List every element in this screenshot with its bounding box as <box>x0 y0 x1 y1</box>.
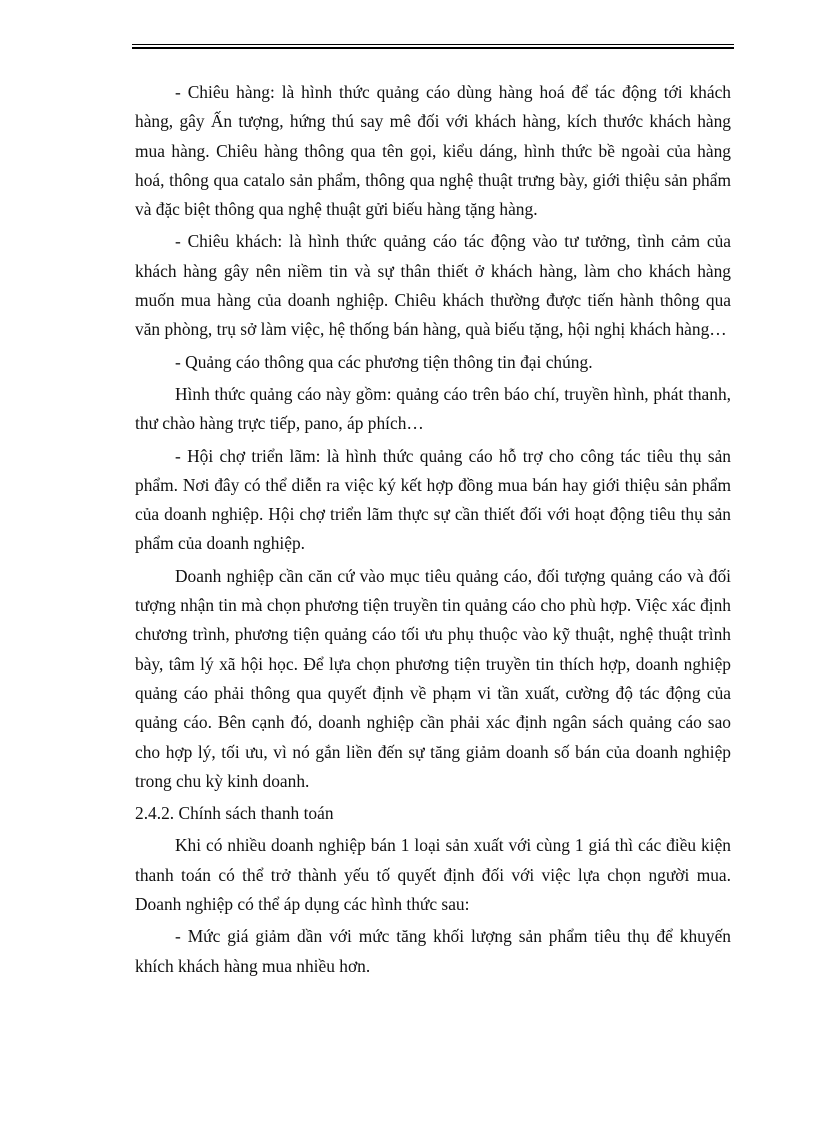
paragraph-mass-media: - Quảng cáo thông qua các phương tiện thông tin đại chúng. <box>175 351 593 372</box>
paragraph-chieu-khach: - Chiêu khách: là hình thức quảng cáo tác động vào tư tưởng, tình cảm của khách hàng gây nên niềm tin và sự thân thiết ở khách hàng, làm cho khách hàng muốn mua hàng của doanh nghiệp. Chiêu khách thường được tiến hành thông qua văn phòng, trụ sở làm việc, hệ thống bán hàng, quà biếu tặng, hội nghị khách hàng… <box>135 231 731 340</box>
paragraph-trade-fair: - Hội chợ triển lãm: là hình thức quảng cáo hỗ trợ cho công tác tiêu thụ sản phẩm. Nơi đây có thể diễn ra việc ký kết hợp đồng mua bán hay giới thiệu sản phẩm của doanh nghiệp. Hội chợ triển lãm thực sự cần thiết đối với hoạt động tiêu thụ sản phẩm của doanh nghiệp. <box>135 445 731 554</box>
section-heading: 2.4.2. Chính sách thanh toán <box>135 803 334 824</box>
paragraph-media-selection: Doanh nghiệp cần căn cứ vào mục tiêu quảng cáo, đối tượng quảng cáo và đối tượng nhận tin mà chọn phương tiện truyền tin quảng cáo cho phù hợp. Việc xác định chương trình, phương tiện quảng cáo tối ưu phụ thuộc vào kỹ thuật, nghệ thuật trình bày, tâm lý xã hội học. Để lựa chọn phương tiện truyền tin thích hợp, doanh nghiệp quảng cáo phải thông qua quyết định về phạm vi tần xuất, cường độ tác động của quảng cáo. Bên cạnh đó, doanh nghiệp cần phải xác định ngân sách quảng cáo sao cho hợp lý, tối ưu, vì nó gắn liền đến sự tăng giảm doanh số bán của doanh nghiệp trong chu kỳ kinh doanh. <box>135 565 731 791</box>
paragraph-volume-discount: - Mức giá giảm dần với mức tăng khối lượng sản phẩm tiêu thụ để khuyến khích khách hàng mua nhiều hơn. <box>135 926 731 976</box>
page-body <box>135 78 731 984</box>
paragraph-payment-terms: Khi có nhiều doanh nghiệp bán 1 loại sản xuất với cùng 1 giá thì các điều kiện thanh toán có thể trở thành yếu tố quyết định đối với việc lựa chọn người mua. Doanh nghiệp có thể áp dụng các hình thức sau: <box>135 835 731 915</box>
paragraph-chieu-hang: - Chiêu hàng: là hình thức quảng cáo dùng hàng hoá để tác động tới khách hàng, gây Ấn tượng, hứng thú say mê đối với khách hàng, kích thước khách hàng mua hàng. Chiêu hàng thông qua tên gọi, kiểu dáng, hình thức bề ngoài của hàng hoá, thông qua catalo sản phẩm, thông qua nghệ thuật trưng bày, giới thiệu sản phẩm và đặc biệt thông qua nghệ thuật gửi biếu hàng tặng hàng. <box>135 82 731 220</box>
header-rule-top <box>132 44 734 45</box>
paragraph-ad-forms: Hình thức quảng cáo này gồm: quảng cáo trên báo chí, truyền hình, phát thanh, thư chào hàng trực tiếp, pano, áp phích… <box>135 383 731 434</box>
header-rule-bottom <box>132 47 734 49</box>
